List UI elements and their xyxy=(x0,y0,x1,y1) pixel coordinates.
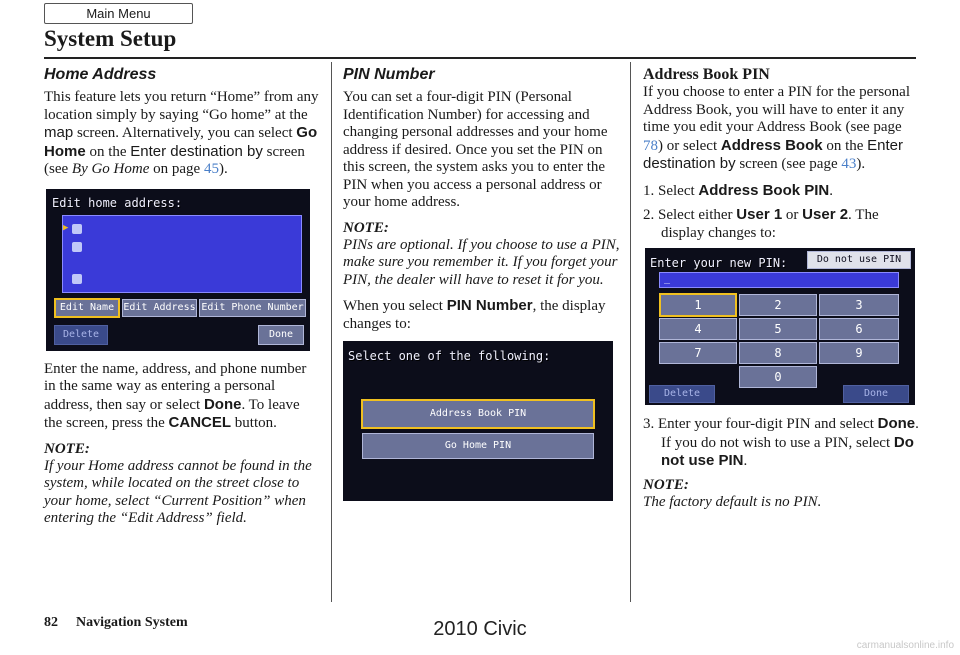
address-book-pin-button[interactable]: Address Book PIN xyxy=(361,399,595,429)
select-pin-type-screen xyxy=(343,341,613,501)
steps-list xyxy=(643,415,919,471)
step-item: 1. Select Address Book PIN. xyxy=(643,181,834,199)
edit-address-button[interactable]: Edit Address xyxy=(122,299,197,317)
note-heading: NOTE: xyxy=(343,219,389,236)
done-button[interactable]: Done xyxy=(258,325,304,345)
building-icon xyxy=(72,242,82,252)
cursor-arrow-icon: ▶ xyxy=(63,222,69,233)
pin-entry-field[interactable]: _ xyxy=(659,272,899,288)
key-5-button[interactable]: 5 xyxy=(739,318,817,340)
note-text: PINs are optional. If you choose to use a PIN, make sure you remember it. If you forget your PIN, the dealer will have to reset it for you. xyxy=(343,236,620,288)
note-heading: NOTE: xyxy=(643,476,689,493)
body-paragraph: If you choose to enter a PIN for the personal Address Book, you will have to enter it any time you edit your Address Book (see page 78) or select Address Book on the Enter destination by screen (see page 43). xyxy=(643,84,910,172)
do-not-use-pin-button[interactable]: Do not use PIN xyxy=(807,251,911,269)
note-text: The factory default is no PIN. xyxy=(643,493,822,510)
key-8-button[interactable]: 8 xyxy=(739,342,817,364)
vehicle-model: 2010 Civic xyxy=(433,618,527,640)
edit-name-button[interactable]: Edit Name xyxy=(54,298,120,318)
step-item: 2. Select either User 1 or User 2. The display changes to: xyxy=(643,206,879,241)
edit-phone-number-button[interactable]: Edit Phone Number xyxy=(199,299,306,317)
body-paragraph: Enter the name, address, and phone number in the same way as entering a personal address, then say or select Done. To leave the screen, press the CANCEL button. xyxy=(44,360,307,431)
enter-pin-screen xyxy=(645,248,915,405)
done-button[interactable]: Done xyxy=(843,385,909,403)
delete-button[interactable]: Delete xyxy=(54,325,108,345)
key-6-button[interactable]: 6 xyxy=(819,318,899,340)
key-7-button[interactable]: 7 xyxy=(659,342,737,364)
section-heading: Home Address xyxy=(44,66,157,83)
body-paragraph: When you select PIN Number, the display changes to: xyxy=(343,297,606,332)
note-heading: NOTE: xyxy=(44,440,90,457)
main-menu-button[interactable]: Main Menu xyxy=(44,3,193,24)
screen-title: Edit home address: xyxy=(52,195,183,210)
title-rule xyxy=(44,57,916,59)
key-4-button[interactable]: 4 xyxy=(659,318,737,340)
home-address-section xyxy=(44,66,320,528)
address-fields-panel xyxy=(62,215,302,293)
delete-button[interactable]: Delete xyxy=(649,385,715,403)
key-2-button[interactable]: 2 xyxy=(739,294,817,316)
key-1-button[interactable]: 1 xyxy=(659,293,737,317)
section-name: Navigation System xyxy=(76,615,188,630)
step-item: 3. Enter your four-digit PIN and select Done. If you do not wish to use a PIN, select Do not use PIN. xyxy=(643,415,919,469)
address-book-pin-section xyxy=(643,66,919,511)
phone-icon xyxy=(72,274,82,284)
screen-title: Select one of the following: xyxy=(348,349,551,363)
pin-number-section xyxy=(343,66,621,501)
key-9-button[interactable]: 9 xyxy=(819,342,899,364)
section-heading: PIN Number xyxy=(343,66,435,83)
page-number: 82 xyxy=(44,615,58,630)
key-3-button[interactable]: 3 xyxy=(819,294,899,316)
watermark: carmanualsonline.info xyxy=(856,640,954,651)
section-heading: Address Book PIN xyxy=(643,66,770,83)
column-divider xyxy=(630,62,631,602)
screen-title: Enter your new PIN: xyxy=(650,256,788,270)
body-paragraph: This feature lets you return “Home” from any location simply by saying “Go home” at the map screen. Alternatively, you can select Go Home on the Enter destination by screen (see By Go Home on page 45). xyxy=(44,89,319,177)
edit-home-address-screen xyxy=(46,189,310,351)
note-text: If your Home address cannot be found in the system, while located on the street close to your home, select “Current Position” when entering the “Edit Address” field. xyxy=(44,457,312,526)
page-link[interactable]: 43 xyxy=(841,156,857,172)
go-home-pin-button[interactable]: Go Home PIN xyxy=(362,433,594,459)
body-paragraph: You can set a four-digit PIN (Personal Identification Number) for accessing and changing personal addresses and your home address if desired. Once you set the PIN on this screen, the system asks you to enter the PIN when you access a personal address or your home address. xyxy=(343,89,608,210)
key-0-button[interactable]: 0 xyxy=(739,366,817,388)
page-link[interactable]: 45 xyxy=(203,161,219,177)
page-link[interactable]: 78 xyxy=(643,137,658,154)
page-title: System Setup xyxy=(44,26,177,51)
person-icon xyxy=(72,224,82,234)
steps-list xyxy=(643,182,919,243)
column-divider xyxy=(331,62,332,602)
